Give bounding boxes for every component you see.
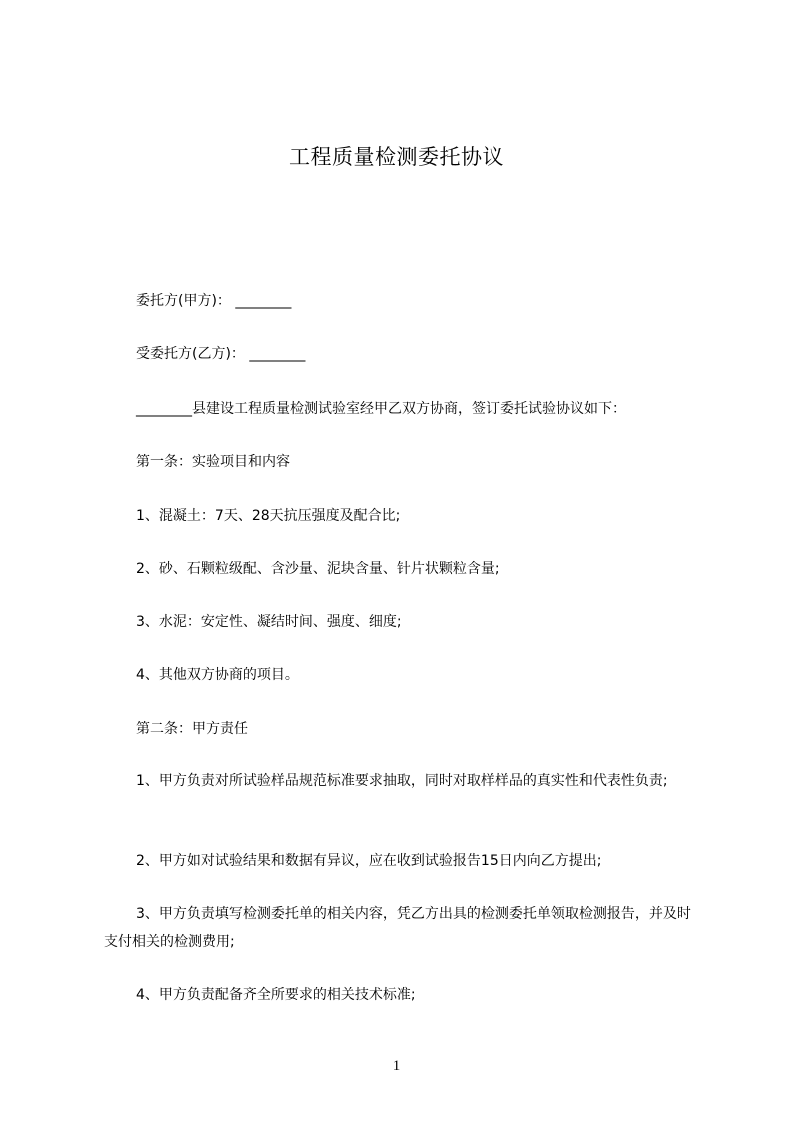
article-1-heading: 第一条：实验项目和内容 <box>136 454 290 470</box>
article-1-item-2: 2、砂、石颗粒级配、含沙量、泥块含量、针片状颗粒含量; <box>136 561 500 577</box>
article-2-item-1: 1、甲方负责对所试验样品规范标准要求抽取，同时对取样样品的真实性和代表性负责; <box>136 773 668 789</box>
article-2-item-3: 3、甲方负责填写检测委托单的相关内容，凭乙方出具的检测委托单领取检测报告，并及时支付相关的检测费用; <box>104 906 691 950</box>
intro-paragraph: ________县建设工程质量检测试验室经甲乙双方协商，签订委托试验协议如下： <box>136 401 626 417</box>
article-2-heading: 第二条：甲方责任 <box>136 721 248 737</box>
article-1-item-4: 4、其他双方协商的项目。 <box>136 667 299 683</box>
article-2-item-2: 2、甲方如对试验结果和数据有异议，应在收到试验报告15日内向乙方提出; <box>136 853 602 869</box>
page-number: 1 <box>392 1058 401 1074</box>
article-2-item-4: 4、甲方负责配备齐全所要求的相关技术标准; <box>136 987 416 1003</box>
document-title: 工程质量检测委托协议 <box>289 145 504 169</box>
party-b-line: 受委托方(乙方)： ________ <box>136 346 306 362</box>
article-1-item-1: 1、混凝土：7天、28天抗压强度及配合比; <box>136 508 401 524</box>
party-a-line: 委托方(甲方)： ________ <box>136 293 292 309</box>
article-1-item-3: 3、水泥：安定性、凝结时间、强度、细度; <box>136 614 402 630</box>
